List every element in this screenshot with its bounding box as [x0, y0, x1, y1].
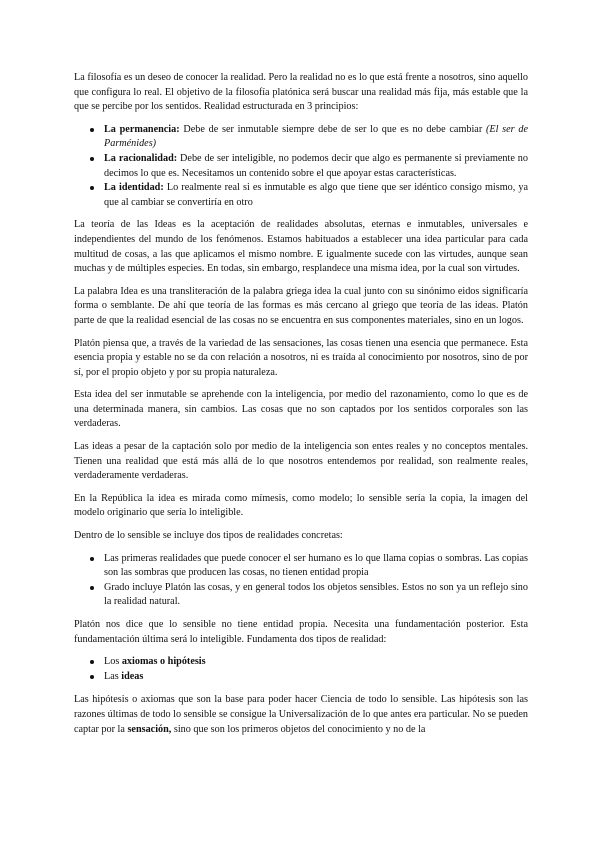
- immutable-being-paragraph: Esta idea del ser inmutable se aprehende con la inteligencia, por medio del razonamiento, como lo que es de una determinada manera, sin cambios. Las cosas que no son captados por los sentidos corporales son las verdaderas.: [74, 389, 528, 430]
- sensible-types-list: [74, 552, 528, 610]
- list-item: [74, 670, 528, 685]
- list-item: [74, 123, 528, 152]
- principle-term: La racionalidad:: [104, 152, 178, 164]
- document-page: [74, 71, 528, 745]
- principle-text: Lo realmente real si es inmutable es algo que tiene que ser idéntico consigo mismo, ya que al cambiar se convertiría en otro: [104, 182, 528, 208]
- sensation-term: sensación,: [127, 723, 172, 735]
- reality-types-list: [74, 655, 528, 684]
- list-item: [74, 655, 528, 670]
- list-item: Las primeras realidades que puede conocer el ser humano es lo que llama copias o sombras. Las copias son las sombras que producen las cosas, no tienen entidad propia: [74, 552, 528, 581]
- sensible-intro-paragraph: Dentro de lo sensible se incluye dos tipos de realidades concretas:: [74, 530, 343, 542]
- republic-paragraph: En la República la idea es mirada como mímesis, como modelo; lo sensible sería la copia, la imagen del modelo originario que sería lo inteligible.: [74, 492, 528, 519]
- principle-text: Debe de ser inmutable siempre debe de ser lo que es no debe cambiar: [179, 123, 486, 135]
- real-ideas-paragraph: Las ideas a pesar de la captación solo por medio de la inteligencia son entes reales y no conceptos mentales. Tienen una realidad que está más allá de lo que nosotros entendemos por realidad, son realmente reales, verdaderamente verdaderas.: [74, 441, 528, 482]
- ideas-theory-paragraph: La teoría de las Ideas es la aceptación de realidades absolutas, eternas e inmutables, universales e independientes del mundo de los fenómenos. Estamos habituados a establecer una idea particular para cada multitud de cosas, a las que aplicamos el mismo nombre. E igualmente sucede con las virtudes, aunque sean muchas y de múltiples especies. En todas, sin embargo, resplandece una misma idea, por la cual son virtudes.: [74, 219, 528, 275]
- intro-paragraph: La filosofía es un deseo de conocer la realidad. Pero la realidad no es lo que está frente a nosotros, sino aquello que configura lo real. El objetivo de la filosofía platónica será buscar una realidad más fija, más estable que la que se percibe por los sentidos. Realidad estructurada en 3 principios:: [74, 72, 528, 113]
- principle-term: La permanencia:: [104, 123, 180, 135]
- essence-paragraph: Platón piensa que, a través de la variedad de las sensaciones, las cosas tienen una esencia que permanece. Esta esencia propia y estable no se da con relación a nosotros, ni es traída al conocimiento por nosotros, sino de por sí, por el propio objeto y por su propia naturaleza.: [74, 337, 528, 378]
- list-item: [74, 152, 528, 181]
- reality-prefix: Las: [104, 670, 122, 682]
- reality-term: axiomas o hipótesis: [121, 656, 206, 668]
- list-item: [74, 181, 528, 210]
- hypothesis-paragraph: [74, 693, 528, 737]
- principle-note: (El ser de Parménides): [104, 123, 529, 150]
- principles-list: [74, 123, 528, 211]
- reality-term: ideas: [121, 670, 144, 682]
- fundamentation-paragraph: Platón nos dice que lo sensible no tiene entidad propia. Necesita una fundamentación posterior. Esta fundamentación última será lo inteligible. Fundamenta dos tipos de realidad:: [74, 619, 528, 645]
- idea-word-paragraph: La palabra Idea es una transliteración de la palabra griega idea la cual junto con su sinónimo eidos significaría forma o semblante. De ahí que teoría de las formas es más cercano al griego que teoría de las ideas. Platón parte de que la realidad esencial de las cosas no se encuentra en sus componentes materiales, sino en un logos.: [74, 285, 528, 326]
- list-item: Grado incluye Platón las cosas, y en general todos los objetos sensibles. Estos no son ya un reflejo sino la realidad natural.: [74, 581, 528, 610]
- hypothesis-text-end: sino que son los primeros objetos del conocimiento y no de la: [171, 723, 426, 735]
- reality-prefix: Los: [104, 656, 122, 668]
- hypothesis-text: Las hipótesis o axiomas que son la base para poder hacer Ciencia de todo lo sensible. Las hipótesis son las razones últimas de todo lo sensible se consigue la Universalización de lo que antes era particular. No se pueden captar por la: [74, 694, 528, 735]
- principle-text: Debe de ser inteligible, no podemos decir que algo es permanente si previamente no decimos lo que es. Necesitamos un contenido sobre el que apoyar estas características.: [104, 152, 528, 179]
- principle-term: La identidad:: [104, 182, 164, 194]
